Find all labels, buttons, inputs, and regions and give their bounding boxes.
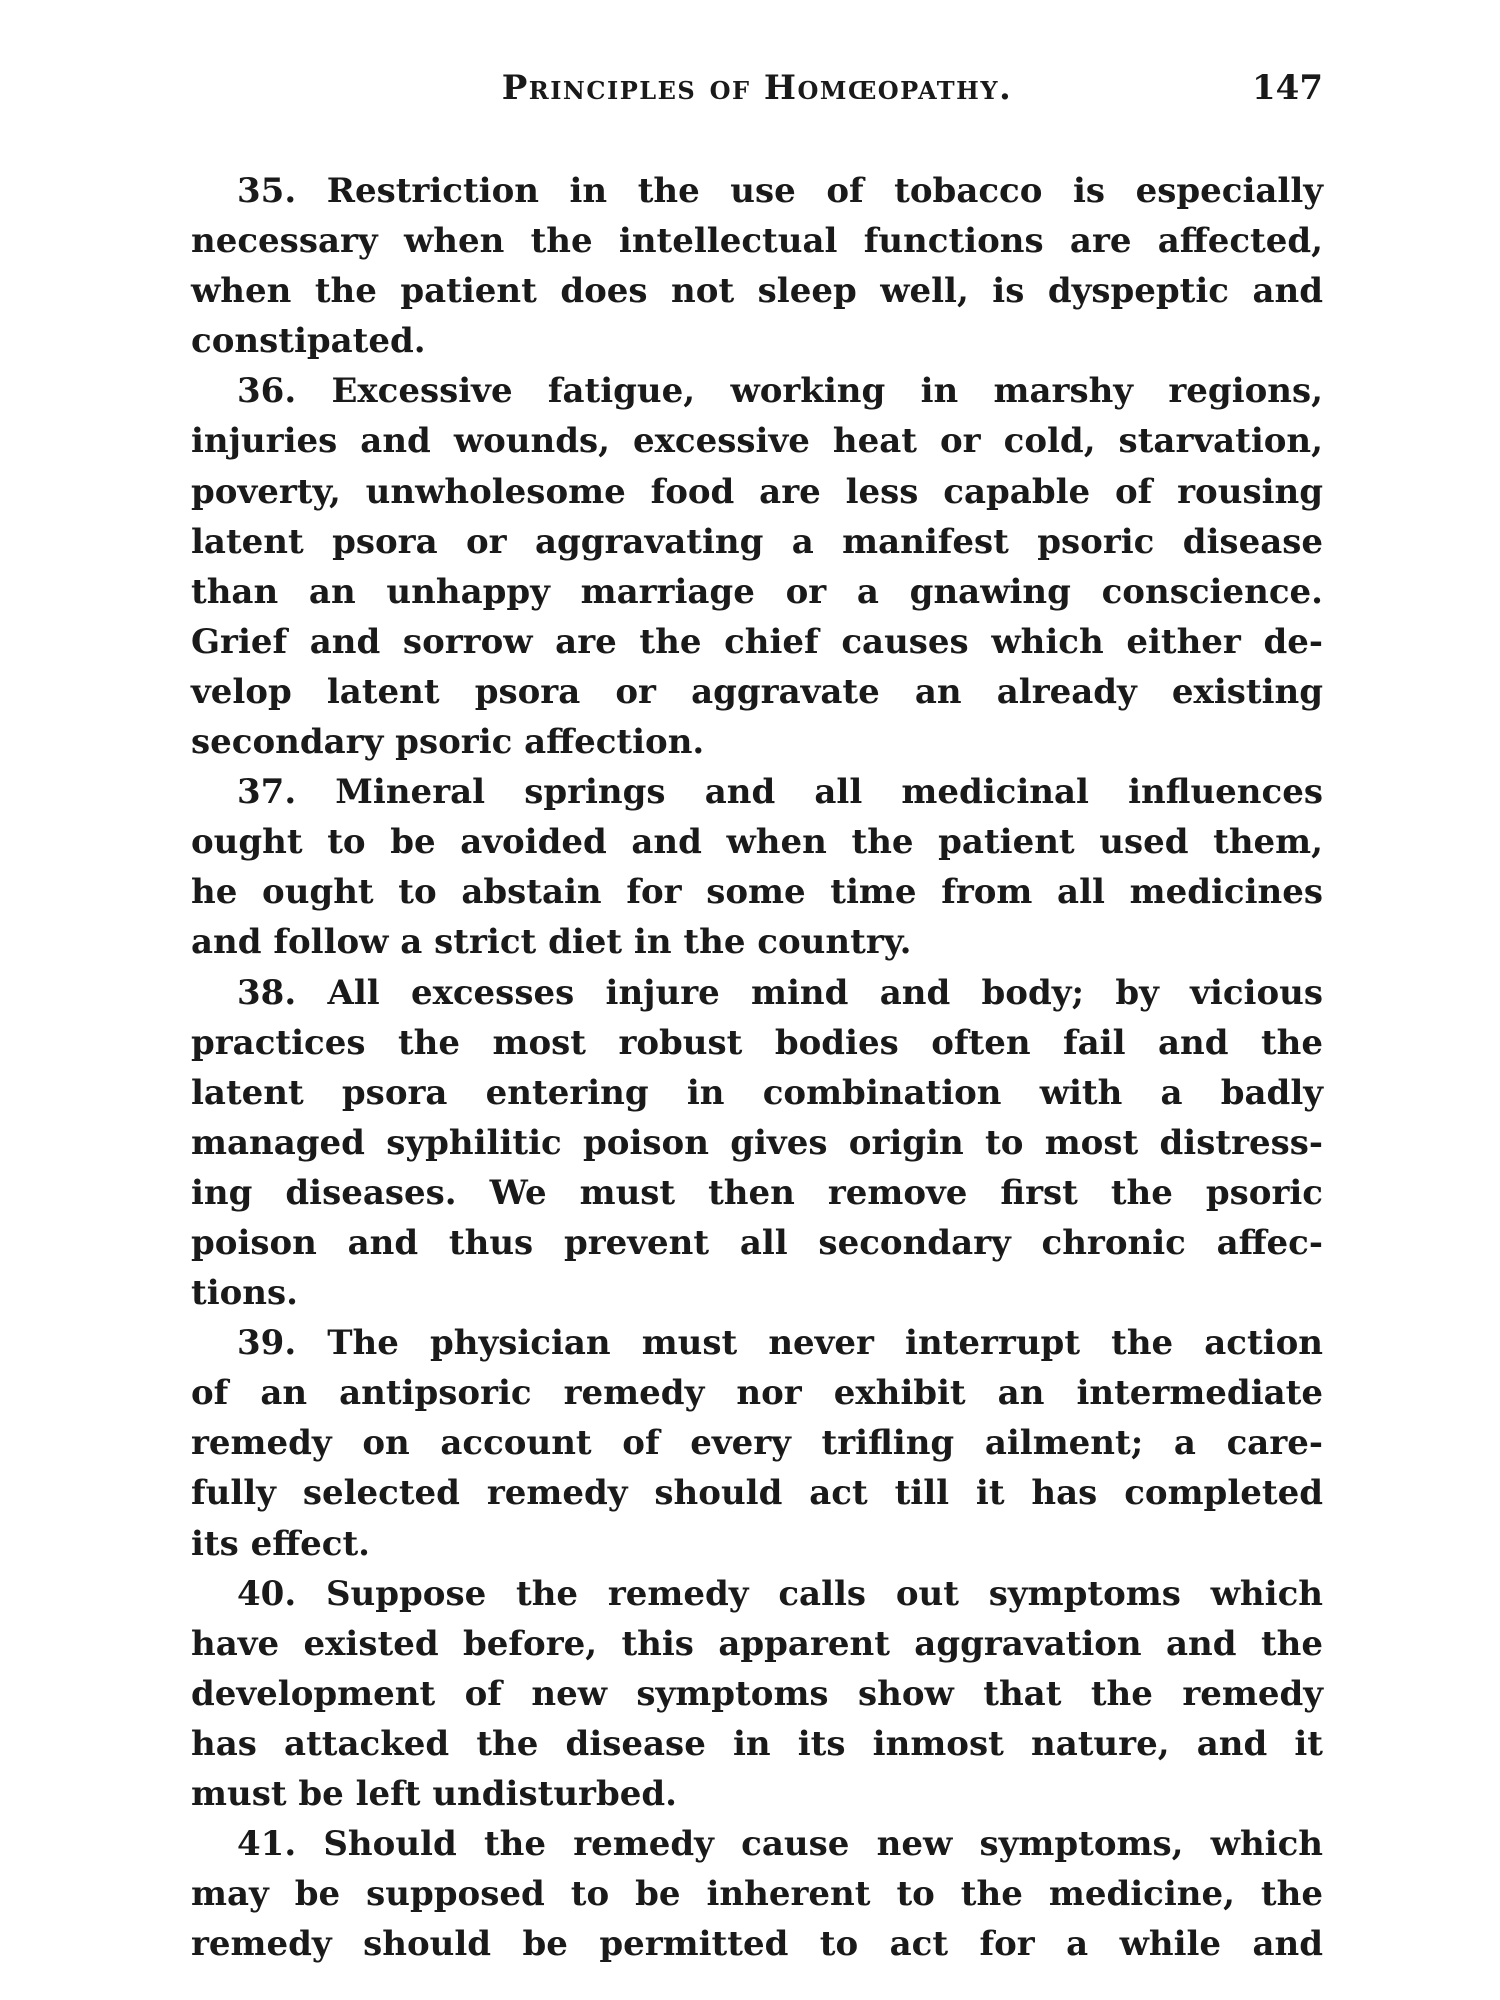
text-line: poverty, unwholesome food are less capable of rousing <box>191 471 1323 512</box>
page-header <box>191 68 1323 118</box>
text-line: remedy should be permitted to act for a while and <box>191 1924 1323 1965</box>
text-line: practices the most robust bodies often fail and the <box>191 1022 1323 1063</box>
text-line: latent psora or aggravating a manifest psoric disease <box>191 521 1323 562</box>
paragraph <box>191 1569 1323 1819</box>
text-line: injuries and wounds, excessive heat or cold, starvation, <box>191 421 1323 462</box>
text-line: tions. <box>191 1273 298 1314</box>
text-line: necessary when the intellectual functions are affected, <box>191 221 1323 262</box>
text-line: 41. Should the remedy cause new symptoms, which <box>237 1824 1323 1865</box>
text-line: poison and thus prevent all secondary chronic affec- <box>191 1222 1323 1263</box>
text-line: velop latent psora or aggravate an already existing <box>191 671 1323 712</box>
text-line: have existed before, this apparent aggravation and the <box>191 1623 1323 1664</box>
text-line: ing diseases. We must then remove first the psoric <box>191 1172 1323 1213</box>
text-line: than an unhappy marriage or a gnawing conscience. <box>191 571 1323 612</box>
text-line: 36. Excessive fatigue, working in marshy regions, <box>237 371 1323 412</box>
page-body <box>191 166 1323 1969</box>
text-line: fully selected remedy should act till it has completed <box>191 1473 1323 1514</box>
text-line: secondary psoric affection. <box>191 722 705 763</box>
text-line: remedy on account of every trifling ailment; a care- <box>191 1423 1323 1464</box>
running-title: Principles of Homœopathy. <box>501 68 1013 108</box>
text-line: 38. All excesses injure mind and body; by vicious <box>237 972 1323 1013</box>
text-line: has attacked the disease in its inmost nature, and it <box>191 1723 1323 1764</box>
text-line: and follow a strict diet in the country. <box>191 922 912 963</box>
text-line: 35. Restriction in the use of tobacco is especially <box>237 171 1323 211</box>
text-line: Grief and sorrow are the chief causes which either de- <box>191 621 1323 662</box>
text-line: its effect. <box>191 1523 371 1564</box>
paragraph <box>191 366 1323 767</box>
paragraph <box>191 166 1323 366</box>
text-line: 39. The physician must never interrupt the action <box>237 1323 1323 1364</box>
paragraph <box>191 1318 1323 1568</box>
text-line: he ought to abstain for some time from all medicines <box>191 872 1323 913</box>
text-line: must be left undisturbed. <box>191 1774 677 1814</box>
text-line: when the patient does not sleep well, is dyspeptic and <box>191 271 1323 312</box>
text-line: 37. Mineral springs and all medicinal influences <box>237 772 1323 813</box>
text-line: managed syphilitic poison gives origin to most distress- <box>191 1122 1323 1163</box>
text-line: of an antipsoric remedy nor exhibit an intermediate <box>191 1373 1323 1414</box>
page-number: 147 <box>1252 68 1323 108</box>
text-line: 40. Suppose the remedy calls out symptoms which <box>237 1573 1323 1614</box>
paragraph <box>191 767 1323 967</box>
paragraph <box>191 1819 1323 1969</box>
text-line: may be supposed to be inherent to the medicine, the <box>191 1874 1323 1915</box>
text-line: constipated. <box>191 321 426 362</box>
text-line: latent psora entering in combination with a badly <box>191 1072 1323 1113</box>
paragraph <box>191 968 1323 1319</box>
text-line: ought to be avoided and when the patient used them, <box>191 822 1323 863</box>
text-line: development of new symptoms show that the remedy <box>191 1673 1323 1714</box>
